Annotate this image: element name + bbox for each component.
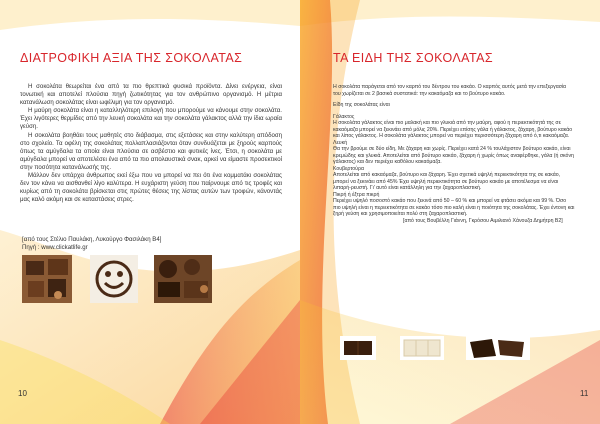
author-credit: [από τους Στέλιο Παυλάκη, Λυκούργο Φασιλάκη Β4] <box>22 236 162 243</box>
article-body <box>20 83 282 204</box>
article-body <box>333 84 575 224</box>
chocolate-pieces-photo <box>22 255 72 303</box>
source-credits <box>22 236 161 253</box>
paragraph: Μάλλον δεν υπάρχει άνθρωπος εκεί έξω που να μπορεί να πει ότι ένα κομματάκι σοκολάτας δεν τον κάνει να αισθανθεί λίγο καλύτερα. Η ευχάριστη γεύση που παίρνουμε από τις τροφές και κυρίως από τη σοκολάτα βρίσκεται στις πρώτες θέσεις της λίστας αυτών των τροφών, κάνοντάς μας καλό ακόμη και σε καταστάσεις στρες. <box>20 172 282 204</box>
smiley-face-chocolate-photo <box>90 255 138 303</box>
left-photo-strip <box>22 255 212 303</box>
chocolate-truffles-photo <box>154 255 212 303</box>
section-text: Περιέχει υψηλό ποσοστό κακάο που ξεκινά από 50 – 60 % και μπορεί να φτάσει ακόμα και 99 %. Όσο πιο υψηλή είναι η περιεκτικότητα σε κακάο τόσο πιο καλή είναι η ποιότητα της σοκολάτας. Έχει έντονη και ξηρή γεύση και χρησιμοποιείται πολύ στη ζαχαροπλαστική. <box>333 198 575 217</box>
right-photo-strip <box>340 336 530 360</box>
section-heading: Γάλακτος <box>333 113 355 120</box>
paragraph: Η σοκολάτα βοηθάει τους μαθητές στο διάβασμα, στις εξετάσεις και στην καλύτερη απόδοση στο σχολείο. Τα οφέλη της σοκολάτας πολλαπλασιάζονται όταν συνδυάζεται με ξηρούς καρπούς όπως τα αμύγδαλα τα οποία είναι πλούσια σε ασβέστιο και φυτικές ίνες. Έτσι, η σοκολάτα με αμύγδαλα μπορεί να αποτελέσει ένα από τα πιο απολαυστικά σνακ, αρκεί να είμαστε προσεκτικοί στην ποσότητα κατανάλωσής της. <box>20 131 282 171</box>
dark-chocolate-piece-photo <box>340 336 376 360</box>
types-heading: Είδη της σοκολάτας είναι <box>333 102 390 108</box>
section-heading: Πικρή ή έξτρα πικρή <box>333 191 380 198</box>
paragraph: Η μαύρη σοκολάτα είναι η καταλληλότερη επιλογή που μπορούμε να κάνουμε στην σοκολάτα. Έχει λιγότερες θερμίδες από την λευκή σοκολάτα και την σοκολάτα γάλακτος αλλά την ίδια ωραία γεύση. <box>20 107 282 131</box>
page-title: ΔΙΑΤΡΟΦΙΚΗ ΑΞΙΑ ΤΗΣ ΣΟΚΟΛΑΤΑΣ <box>20 51 243 65</box>
section-text: Η σοκολάτα γάλακτος είναι πιο μαλακή και πιο γλυκιά από την μαύρη, αφού η περιεκτικότητά της σε κακαόμαζα μπορεί να ξεκινάει από μόλις 20%. Περιέχει επίσης γάλα ή γάλακτος, ζάχαρη, βούτυρο κακάο και λίπος γάλακτος. Η σοκολάτα γάλακτος μπορεί να περιέχει περισσότερη ζάχαρη από ό,τι κακαόμαζα. <box>333 120 573 139</box>
section-text: Θα την βρούμε σε δύο είδη, Με ζάχαρη και χωρίς. Περιέχει κατά 24 % τουλάχιστον βούτυρο κακάο, είναι κρεμώδης και γλυκιά. Αποτελείται από βούτυρο κακάο, ζάχαρη ή χωρίς όπως αναφέρθηκε, γάλα (ή σκόνη γάλακτος) και δεν περιέχει καθόλου κακαόμαζα. <box>333 146 574 165</box>
broken-chocolate-photo <box>466 336 530 360</box>
page-title: ΤΑ ΕΙΔΗ ΤΗΣ ΣΟΚΟΛΑΤΑΣ <box>333 51 493 65</box>
white-chocolate-photo <box>400 336 444 360</box>
section-heading: Κουβερτούρα <box>333 165 364 172</box>
page-number: 10 <box>18 389 27 398</box>
page-number: 11 <box>580 389 589 398</box>
source-link[interactable]: Πηγή : www.clickatlife.gr <box>22 244 88 252</box>
section-heading: Λευκή <box>333 139 348 146</box>
section-text: Αποτελείται από κακαόμαζα, βούτυρο και ζάχαρη. Έχει σχετικά υψηλή περιεκτικότητα της σε κακάο, μπορεί να ξεκινάει από 45% Έχει υψηλή περιεκτικότητα σε βούτυρο κακάο με αποτέλεσμα να είναι λιπαρή-ρευστή. Γι' αυτό είναι κατάλληλη για την ζαχαροπλαστική. <box>333 172 561 191</box>
paragraph: Η σοκολάτα θεωρείται ένα από τα πιο θρεπτικά φυσικά προϊόντα. Δίνει ενέργεια, είναι τονωτική και αποτελεί πλούσια πηγή ζωτικότητας για τον ανθρώπινο οργανισμό. Η μέτρια κατανάλωση σοκολάτας είναι ωφέλιμη για τον οργανισμό. <box>20 83 282 107</box>
author-credit: [από τους Βουβέλλη Γιάννη, Γκρόσου Αιμιλιανό Χάνουζα Δημήτρη Β2] <box>403 217 563 224</box>
intro-paragraph: Η σοκολάτα παράγεται από τον καρπό του δέντρου του κακάο. Ο καρπός αυτός μετά την επεξεργασία του χωρίζεται σε 2 βασικά συστατικά: την κακαόμαζα και το βούτυρο κακάο. <box>333 84 567 97</box>
